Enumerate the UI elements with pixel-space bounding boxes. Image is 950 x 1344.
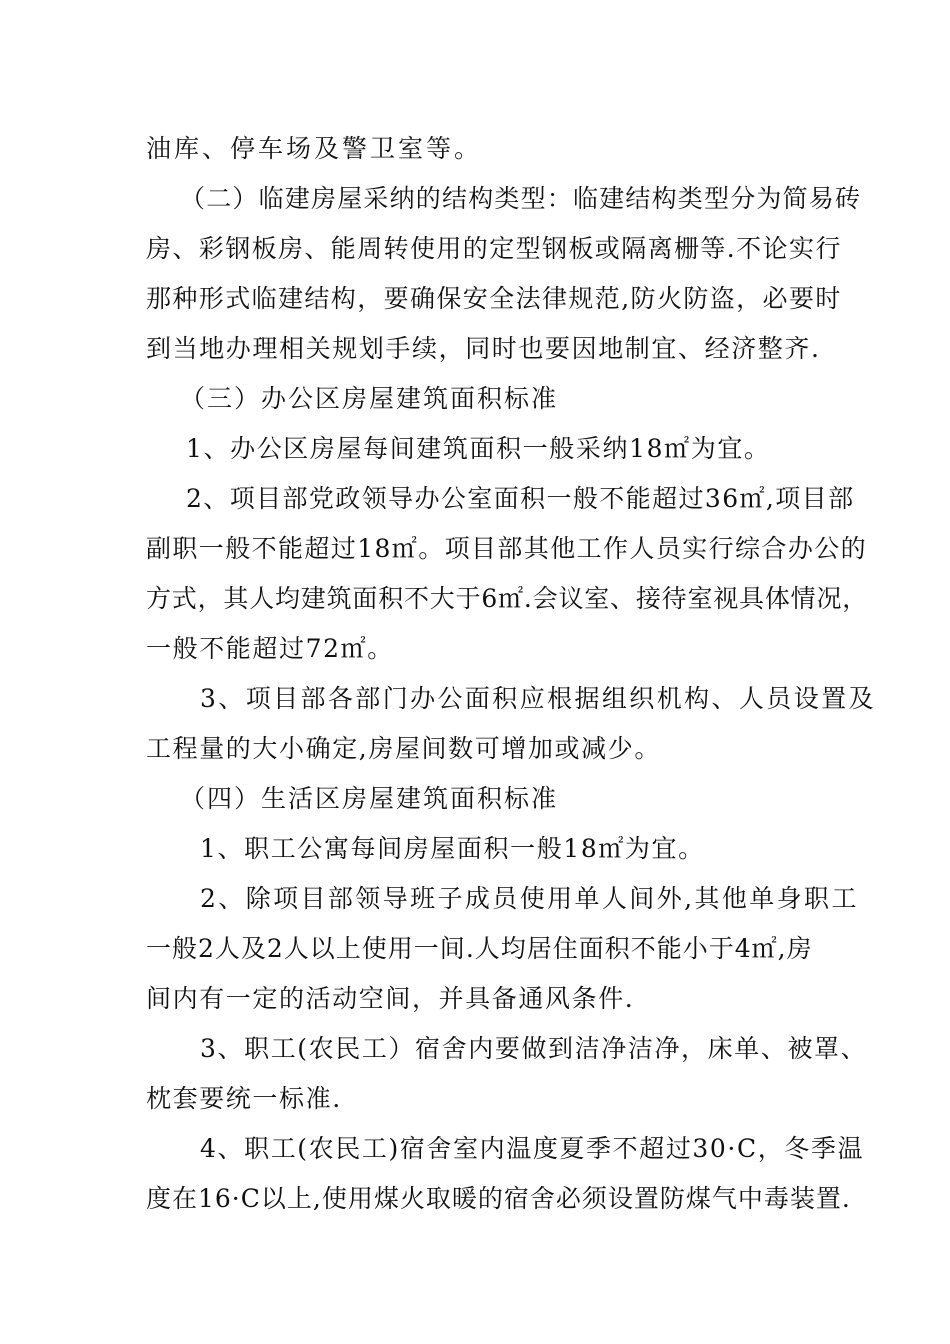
text-line-7: 1、办公区房屋每间建筑面积一般采纳18㎡为宜。 [186,434,771,463]
text-line-19: 3、职工(农民工）宿舍内要做到洁净洁净，床单、被罩、 [200,1034,868,1063]
text-line-21: 4、职工(农民工)宿舍室内温度夏季不超过30·C，冬季温 [200,1134,865,1163]
text-line-13: 工程量的大小确定,房屋间数可增加或减少。 [146,734,661,763]
text-line-1: 油库、停车场及警卫室等。 [146,134,483,163]
text-line-18: 间内有一定的活动空间，并具备通风条件. [146,984,635,1013]
text-line-15: 1、职工公寓每间房屋面积一般18㎡为宜。 [200,834,705,863]
text-line-22: 度在16·C以上,使用煤火取暖的宿舍必须设置防煤气中毒装置. [146,1184,851,1213]
text-line-2: （二）临建房屋采纳的结构类型：临建结构类型分为简易砖 [180,184,862,213]
text-line-16: 2、除项目部领导班子成员使用单人间外,其他单身职工 [200,884,859,913]
text-line-11: 一般不能超过72㎡。 [146,634,394,663]
text-line-5: 到当地办理相关规划手续，同时也要因地制宜、经济整齐. [146,334,821,363]
text-line-4: 那种形式临建结构，要确保安全法律规范,防火防盗，必要时 [146,284,842,313]
text-line-12: 3、项目部各部门办公面积应根据组织机构、人员设置及 [200,684,876,713]
section-heading-3: （三）办公区房屋建筑面积标准 [180,384,559,413]
text-line-3: 房、彩钢板房、能周转使用的定型钢板或隔离栅等.不论实行 [146,234,842,263]
text-line-17: 一般2人及2人以上使用一间.人均居住面积不能小于4㎡,房 [146,934,813,963]
text-line-10: 方式，其人均建筑面积不大于6㎡.会议室、接待室视具体情况， [146,584,869,613]
section-heading-4: （四）生活区房屋建筑面积标准 [180,784,559,813]
text-line-9: 副职一般不能超过18㎡。项目部其他工作人员实行综合办公的 [146,534,868,563]
text-line-20: 枕套要统一标准. [146,1084,342,1113]
text-line-8: 2、项目部党政领导办公室面积一般不能超过36㎡,项目部 [186,484,855,513]
